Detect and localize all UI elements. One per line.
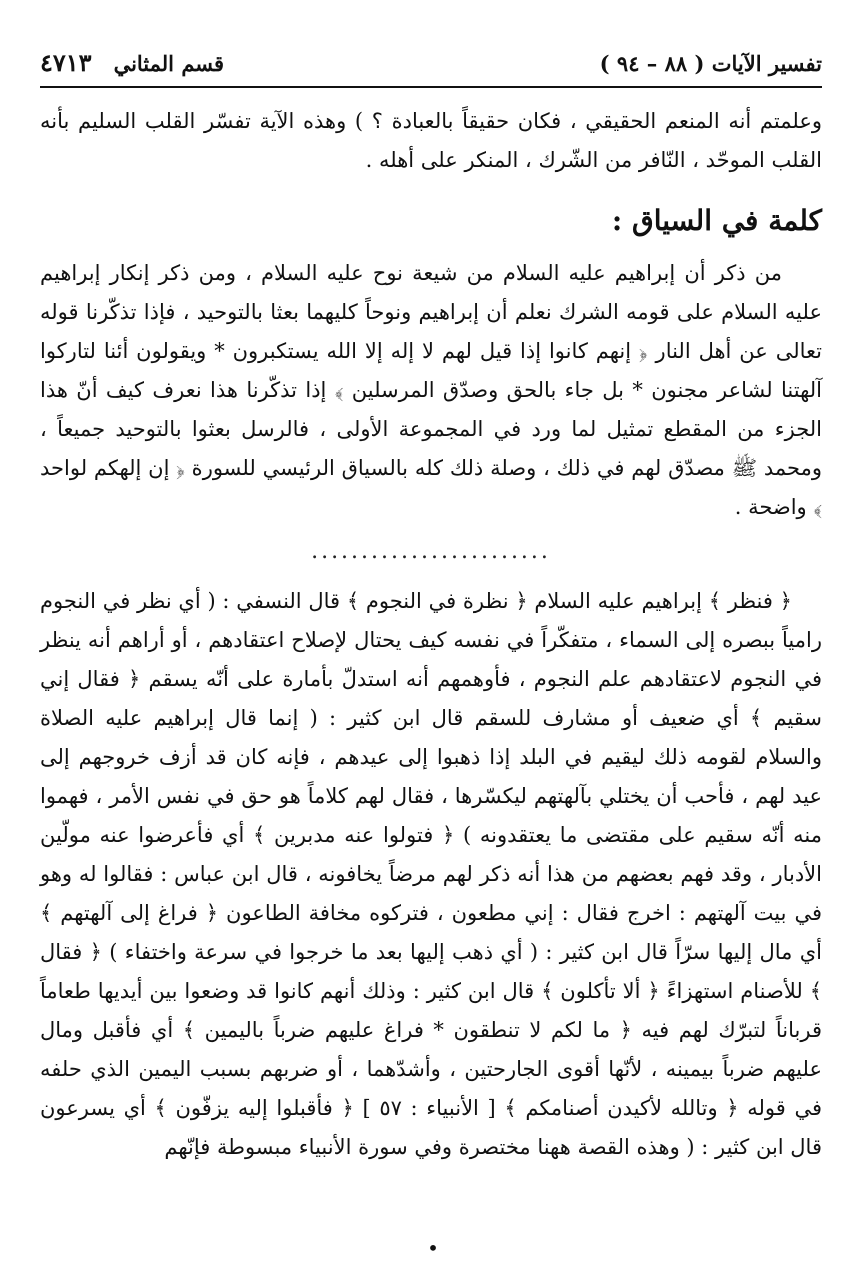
footer-dot: •	[427, 1236, 439, 1260]
header-left-block	[40, 48, 224, 77]
header-section-label: قسم المثاني	[113, 51, 225, 76]
section-heading: كلمة في السياق :	[611, 204, 822, 237]
context-paragraph: من ذكر أن إبراهيم عليه السلام من شيعة نوح عليه السلام ، ومن ذكر إنكار إبراهيم عليه السلام على قومه الشرك نعلم أن إبراهيم ونوحاً كليهما بعثا بالتوحيد ، فإذا تذكّرنا قوله تعالى عن أهل النار ﴿ إنهم كانوا إذا قيل لهم لا إله إلا الله يستكبرون * ويقولون أئنا لتاركوا آلهتنا لشاعر مجنون * بل جاء بالحق وصدّق المرسلين ﴾ إذا تذكّرنا هذا نعرف كيف أنّ هذا الجزء من المقطع تمثيل لما ورد في المجموعة الأولى ، فالرسل بعثوا بالتوحيد جميعاً ، ومحمد ﷺ مصدّق لهم في ذلك ، وصلة ذلك كله بالسياق الرئيسي للسورة ﴿ إن إلهكم لواحد ﴾ واضحة .	[40, 261, 822, 519]
page-number: ٤٧١٣	[40, 48, 92, 77]
intro-paragraph: وعلمتم أنه المنعم الحقيقي ، فكان حقيقاً بالعبادة ؟ ) وهذه الآية تفسّر القلب السليم بأنه القلب الموحّد ، النّافر من الشّرك ، المنكر على أهله .	[40, 109, 822, 172]
commentary-paragraph: ﴿ فنظر ﴾ إبراهيم عليه السلام ﴿ نظرة في النجوم ﴾ قال النسفي : ( أي نظر في النجوم رامياً ببصره إلى السماء ، متفكّراً في نفسه كيف يحتال لإصلاح اعتقادهم ، أو أراهم أنه ينظر في النجوم لاعتقادهم علم النجوم ، فأوهمهم أنه استدلّ بأمارة على أنّه يسقم ﴿ فقال إني سقيم ﴾ أي ضعيف أو مشارف للسقم قال ابن كثير : ( إنما قال إبراهيم عليه الصلاة والسلام لقومه ذلك ليقيم في البلد إذا ذهبوا إلى عيدهم ، فإنه كان قد أزف خروجهم إلى عيد لهم ، فأحب أن يختلي بآلهتهم ليكسّرها ، فقال لهم كلاماً هو حق في نفس الأمر ، فهموا منه أنّه سقيم على مقتضى ما يعتقدونه ) ﴿ فتولوا عنه مدبرين ﴾ أي فأعرضوا عنه مولّين الأدبار ، وقد فهم بعضهم من هذا أنه ذكر لهم مرضاً يخافونه ، قال ابن عباس : فقالوا له وهو في بيت آلهتهم : اخرج فقال : إني مطعون ، فتركوه مخافة الطاعون ﴿ فراغ إلى آلهتهم ﴾ أي مال إليها سرّاً قال ابن كثير : ( أي ذهب إليها بعد ما خرجوا في سرعة واختفاء ) ﴿ فقال ﴾ للأصنام استهزاءً ﴿ ألا تأكلون ﴾ قال ابن كثير : وذلك أنهم كانوا قد وضعوا بين أيديها طعاماً قرباناً لتبرّك لهم فيه ﴿ ما لكم لا تنطقون * فراغ عليهم ضرباً باليمين ﴾ أي فأقبل ومال عليهم ضرباً بيمينه ، لأنّها أقوى الجارحتين ، وأشدّهما ، أو ضربهم بسبب اليمين الذي حلفه في قوله ﴿ وتالله لأكيدن أصنامكم ﴾ [ الأنبياء : ٥٧ ] ﴿ فأقبلوا إليه يزفّون ﴾ أي يسرعون قال ابن كثير : ( وهذه القصة ههنا مختصرة وفي سورة الأنبياء مبسوطة فإنّهم	[40, 589, 823, 1159]
header-chapter-title: تفسير الآيات ( ٨٨ – ٩٤ )	[599, 51, 822, 76]
dotted-divider: ........................	[311, 539, 551, 564]
page-header	[40, 48, 822, 88]
